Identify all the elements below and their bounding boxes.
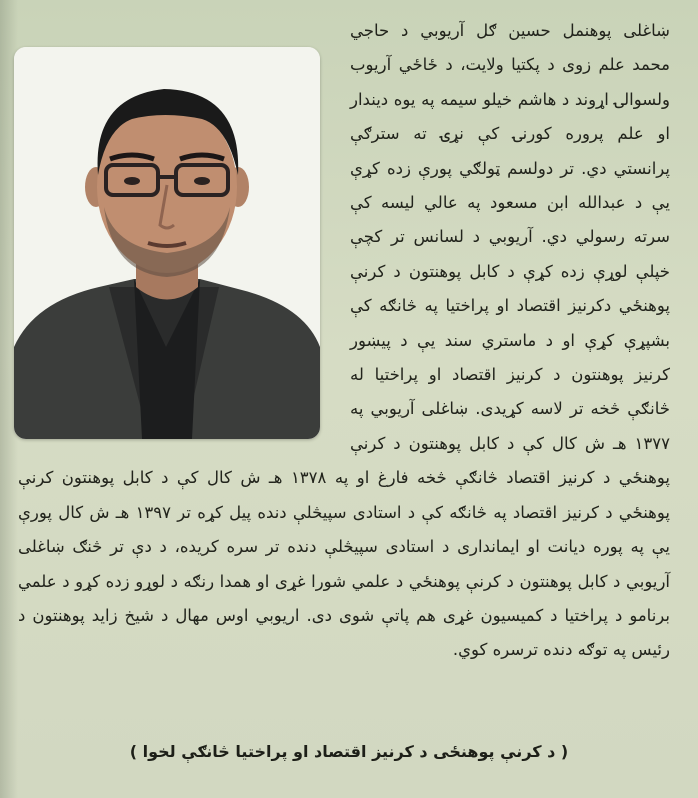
- article-caption: ( د کرنې پوهنځی د کرنیز اقتصاد او پراختیا څانګې لخوا ): [129, 742, 569, 761]
- article-body: ښاغلی پوهنمل حسین ګل آریوبي د حاجي محمد علم زوی د پکتیا ولایت، د ځاځي آریوب ولسوالۍ اړوند د هاشم خیلو سیمه په یوه دیندار او علم پروره کورنۍ کې نړۍ ته سترګې پرانستي دي. تر دولسم ټولګي پورې زده کړې یې د عبدالله ابن مسعود په عالي لیسه کې سرته رسولي دي. آریوبي د لسانس تر کچې خپلې لوړې زده کړې د کابل پوهنتون د کرنې پوهنځي دکرنیز اقتصاد او پراختیا په څانګه کې بشپړې کړې او د ماستري سند یې د پیښور کرنیز پوهنتون د کرنیز اقتصاد او پراختیا له څانګې څخه تر لاسه کړیدی. ښاغلی آریوبي په ۱۳۷۷ هـ ش کال کې د کابل پوهنتون د کرنې پوهنځي د کرنیز اقتصاد څانګې څخه فارغ او په ۱۳۷۸ هـ ش کال کې د کابل پوهنتون کرنې پوهنځي د کرنیز اقتصاد په څانګه کې د استادی سپیڅلې دنده پیل کړه تر ۱۳۹۷ هـ ش کال پورې یې په پوره دیانت او ایمانداری د استادی سپیڅلې دنده تر سره کریده، د دې تر څنګ ښاغلی آریوبي د کابل پوهنتون د کرنې پوهنځي د علمي شورا غړی او همدا رنګه د لوړو زده کړو د علمي برنامو د پراختیا د کمیسیون غړی هم پاتې شوی دی. اریوبي اوس مهال د شیخ زاید پوهنتون د رئیس په توګه دنده ترسره کوي.: [18, 21, 671, 660]
- portrait-illustration: [14, 47, 320, 439]
- portrait-photo: [14, 47, 320, 439]
